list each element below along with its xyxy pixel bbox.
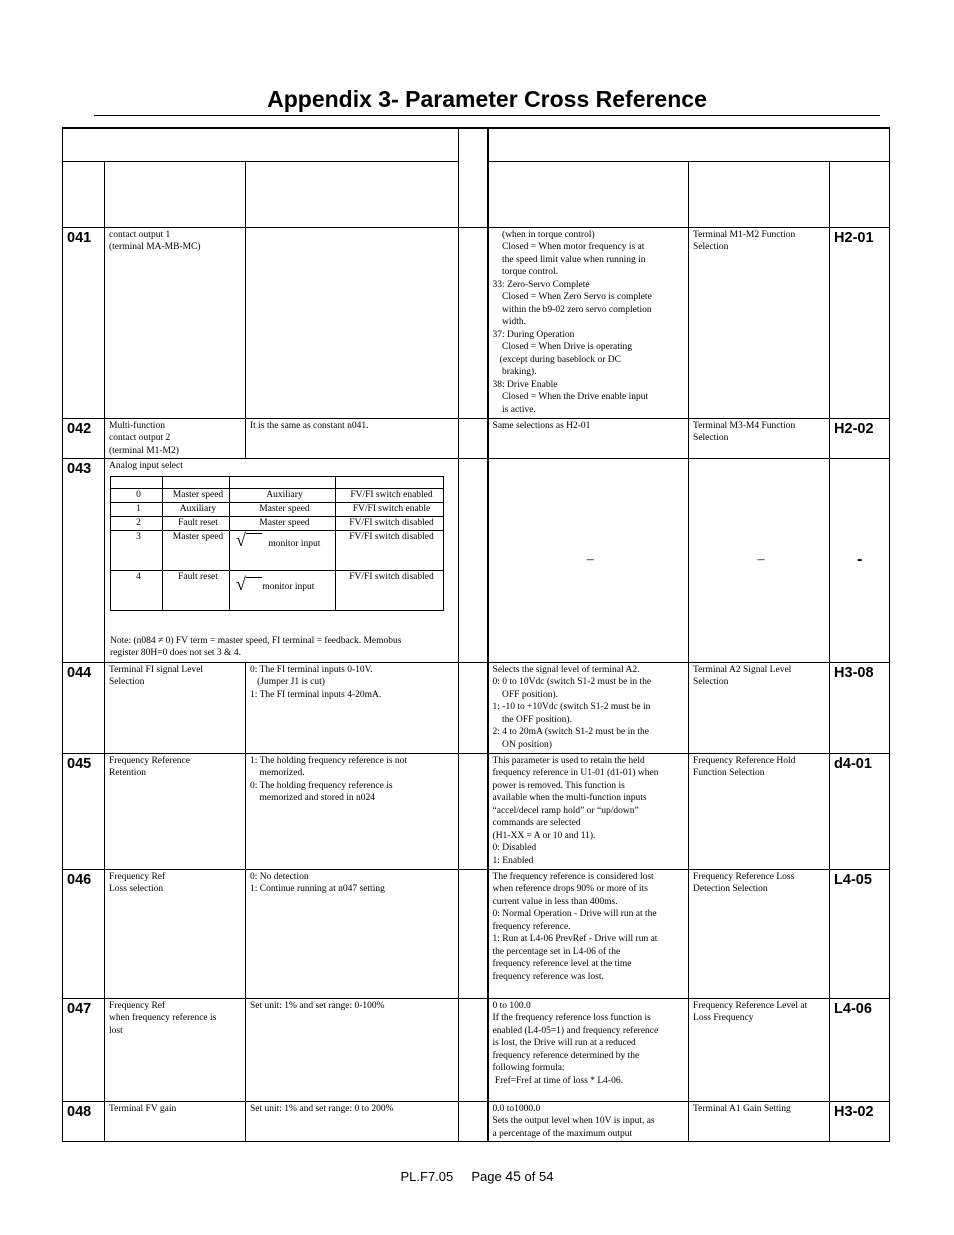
analog-cell: Master speed	[230, 516, 336, 530]
analog-cell: FV/FI switch disabled	[336, 530, 444, 570]
text-line: Closed = When motor frequency is at	[492, 242, 645, 252]
text-line: Detection Selection	[693, 884, 768, 894]
column-divider	[459, 753, 488, 869]
new-name	[689, 662, 830, 753]
text-line: 37: During Operation	[492, 329, 575, 340]
text-line: Terminal A1 Gain Setting	[693, 1103, 791, 1114]
analog-cell	[230, 570, 336, 610]
text-line: Closed = When Drive is operating	[492, 342, 633, 352]
old-code: 048	[63, 1101, 105, 1141]
new-description	[488, 227, 689, 418]
column-divider	[459, 128, 488, 227]
text-line: Terminal FI signal Level	[109, 664, 204, 675]
analog-row	[111, 502, 444, 516]
text-line: 0 to 100.0	[492, 1000, 531, 1011]
header-new-name	[689, 161, 830, 227]
old-name	[105, 1101, 246, 1141]
analog-cell: 0	[111, 488, 163, 502]
text-line: Selection	[693, 242, 729, 252]
text-line: 0: Disabled	[492, 843, 537, 853]
table-row	[63, 753, 890, 869]
new-description	[488, 998, 689, 1101]
analog-note	[110, 635, 450, 660]
old-code: 041	[63, 227, 105, 418]
old-code: 044	[63, 662, 105, 753]
text-line: register 80H=0 does not set 3 & 4.	[110, 648, 241, 658]
text-line: “accel/decel ramp hold” or “up/down”	[492, 805, 639, 816]
column-divider	[459, 869, 488, 998]
text-line: Frequency Reference Hold	[693, 755, 796, 766]
new-description	[488, 1101, 689, 1141]
text-line: Frequency Ref	[109, 1000, 166, 1011]
analog-cell: 4	[111, 570, 163, 610]
analog-header-cell	[230, 476, 336, 488]
text-line: when reference drops 90% or more of its	[492, 884, 648, 894]
text-line: It is the same as constant n041.	[250, 420, 369, 431]
column-divider	[459, 227, 488, 418]
cross-reference-table	[62, 127, 890, 1142]
text-line: 1: The FI terminal inputs 4-20mA.	[250, 689, 382, 700]
column-divider	[459, 458, 488, 662]
old-name	[105, 998, 246, 1101]
text-line: Terminal M1-M2 Function	[693, 229, 796, 240]
analog-cell	[230, 530, 336, 570]
text-line: 0: The holding frequency reference is	[250, 780, 393, 791]
old-code: 047	[63, 998, 105, 1101]
text-line: 1: -10 to +10Vdc (switch S1-2 must be in	[492, 702, 651, 712]
text-line: Sets the output level when 10V is input, as	[492, 1116, 655, 1126]
text-line: (when in torque control)	[492, 229, 595, 240]
new-description: –	[488, 458, 689, 662]
analog-cell: FV/FI switch disabled	[336, 570, 444, 610]
new-code: -	[830, 458, 890, 662]
text-line: Frequency Ref	[109, 871, 166, 882]
text-line: lost	[109, 1025, 123, 1036]
new-code: H2-02	[830, 418, 890, 458]
old-description	[246, 418, 459, 458]
text-line: (terminal MA-MB-MC)	[109, 242, 201, 252]
text-line: memorized and stored in n024	[250, 793, 376, 803]
text-line: frequency reference determined by the	[492, 1050, 640, 1061]
text-line: 38: Drive Enable	[492, 379, 558, 390]
old-name	[105, 227, 246, 418]
old-name: Analog input select	[109, 460, 183, 471]
text-line: Closed = When Zero Servo is complete	[492, 292, 652, 302]
text-line: 0: 0 to 10Vdc (switch S1-2 must be in the	[492, 677, 652, 687]
analog-cell: FV/FI switch enable	[336, 502, 444, 516]
old-code: 046	[63, 869, 105, 998]
column-divider	[459, 662, 488, 753]
new-description	[488, 869, 689, 998]
analog-cell: Master speed	[163, 530, 230, 570]
old-description	[246, 753, 459, 869]
old-name	[105, 869, 246, 998]
text-line: (Jumper J1 is cut)	[250, 677, 325, 687]
text-line: 33: Zero-Servo Complete	[492, 279, 590, 290]
new-description	[488, 662, 689, 753]
text-line: is active.	[492, 404, 536, 415]
analog-header-cell	[163, 476, 230, 488]
text-line: frequency reference level at the time	[492, 959, 632, 969]
old-name	[105, 418, 246, 458]
text-line: Terminal A2 Signal Level	[693, 664, 792, 675]
old-description	[246, 227, 459, 418]
new-code: H3-08	[830, 662, 890, 753]
text-line: torque control.	[492, 267, 558, 277]
header-new-code	[830, 161, 890, 227]
header-new-desc	[488, 161, 689, 227]
text-line: when frequency reference is	[109, 1013, 217, 1023]
new-name: –	[689, 458, 830, 662]
old-drive-banner	[63, 128, 459, 161]
text-line: ON position)	[492, 739, 552, 750]
footer-page-prefix: Page	[471, 1169, 502, 1184]
analog-row	[111, 516, 444, 530]
analog-cell: FV/FI switch enabled	[336, 488, 444, 502]
text-line: Fref=Fref at time of loss * L4-06.	[492, 1075, 623, 1086]
table-row	[63, 418, 890, 458]
text-line: (H1-XX = A or 10 and 11).	[492, 830, 596, 841]
text-line: Frequency Reference	[109, 755, 190, 766]
analog-cell: Master speed	[230, 502, 336, 516]
old-description	[246, 998, 459, 1101]
analog-header-cell	[336, 476, 444, 488]
footer-doc-id: PL.F7.05	[400, 1169, 454, 1184]
analog-header-row	[111, 476, 444, 488]
text-line: 0: The FI terminal inputs 0-10V.	[250, 664, 373, 675]
text-line: within the b9-02 zero servo completion	[492, 304, 652, 315]
text-line: Selects the signal level of terminal A2.	[492, 664, 640, 675]
text-line: 0: No detection	[250, 871, 309, 882]
analog-cell: 2	[111, 516, 163, 530]
title-rule	[94, 115, 880, 116]
text-line: Selection	[693, 433, 729, 443]
analog-cell: FV/FI switch disabled	[336, 516, 444, 530]
text-line: the percentage set in L4-06 of the	[492, 946, 621, 957]
old-description	[246, 1101, 459, 1141]
new-code: d4-01	[830, 753, 890, 869]
old-code: 045	[63, 753, 105, 869]
analog-input-table	[110, 476, 444, 611]
text-line: Loss selection	[109, 884, 164, 894]
text-line: 0.0 to1000.0	[492, 1103, 541, 1114]
new-code: L4-05	[830, 869, 890, 998]
new-description	[488, 418, 689, 458]
text-line: If the frequency reference loss function is	[492, 1013, 651, 1023]
text-line: Same selections as H2-01	[492, 420, 591, 431]
page-title: Appendix 3- Parameter Cross Reference	[267, 86, 707, 112]
text-line: commands are selected	[492, 818, 581, 828]
old-code: 043	[63, 458, 105, 662]
table-row	[63, 1101, 890, 1141]
text-line: frequency reference in U1-01 (d1-01) when	[492, 768, 659, 778]
text-line: frequency reference was lost.	[492, 971, 604, 982]
text-line: a percentage of the maximum output	[492, 1128, 633, 1139]
new-name	[689, 227, 830, 418]
text-line: width.	[492, 317, 527, 327]
new-name	[689, 753, 830, 869]
text-line: is lost, the Drive will run at a reduced	[492, 1038, 636, 1048]
text-line: available when the multi-function inputs	[492, 793, 647, 803]
analog-cell: Fault reset	[163, 516, 230, 530]
text-line: 0: Normal Operation - Drive will run at the	[492, 909, 657, 919]
new-code: H2-01	[830, 227, 890, 418]
text-line: This parameter is used to retain the held	[492, 755, 645, 766]
text-line: Retention	[109, 768, 146, 778]
header-old-desc	[246, 161, 459, 227]
page-footer	[0, 1168, 954, 1185]
table-row	[63, 662, 890, 753]
square-root-icon	[234, 575, 260, 593]
column-divider	[459, 1101, 488, 1141]
analog-row	[111, 570, 444, 610]
text-line: 1: Run at L4-06 PrevRef - Drive will run at	[492, 934, 658, 944]
text-line: braking).	[492, 367, 537, 377]
old-description	[246, 869, 459, 998]
text-line: enabled (L4-05=1) and frequency reference	[492, 1025, 659, 1036]
analog-header-cell	[111, 476, 163, 488]
text-line: OFF position).	[492, 689, 558, 700]
text-line: 2: 4 to 20mA (switch S1-2 must be in the	[492, 727, 650, 737]
new-code: H3-02	[830, 1101, 890, 1141]
old-name	[105, 753, 246, 869]
text-line: The frequency reference is considered lost	[492, 871, 654, 882]
analog-cell: 1	[111, 502, 163, 516]
analog-cell: Fault reset	[163, 570, 230, 610]
square-root-icon	[234, 531, 260, 549]
new-drive-banner	[488, 128, 890, 161]
text-line: 1: The holding frequency reference is not	[250, 755, 408, 766]
text-line: Frequency Reference Level at	[693, 1000, 808, 1011]
analog-input-cell	[105, 458, 459, 662]
table-row	[63, 869, 890, 998]
table-row	[63, 458, 890, 662]
text-line: Selection	[693, 677, 729, 687]
text-line: Function Selection	[693, 768, 765, 778]
text-line: Selection	[109, 677, 145, 687]
analog-cell-text: monitor input	[268, 538, 321, 549]
footer-page-number: 45	[505, 1168, 521, 1184]
analog-cell: 3	[111, 530, 163, 570]
header-old-code	[63, 161, 105, 227]
text-line: following formula:	[492, 1063, 565, 1073]
column-divider	[459, 418, 488, 458]
text-line: 1: Enabled	[492, 855, 534, 866]
analog-cell: Master speed	[163, 488, 230, 502]
text-line: contact output 2	[109, 433, 171, 443]
footer-page-suffix: of 54	[524, 1169, 554, 1184]
column-divider	[459, 998, 488, 1101]
text-line: Set unit: 1% and set range: 0 to 200%	[250, 1103, 394, 1114]
new-name	[689, 998, 830, 1101]
text-line: Note: (n084 ≠ 0) FV term = master speed, FI terminal = feedback. Memobus	[110, 635, 402, 646]
old-name	[105, 662, 246, 753]
old-code: 042	[63, 418, 105, 458]
text-line: power is removed. This function is	[492, 780, 625, 791]
text-line: Set unit: 1% and set range: 0-100%	[250, 1000, 385, 1011]
text-line: Closed = When the Drive enable input	[492, 392, 649, 402]
new-name	[689, 869, 830, 998]
analog-row	[111, 530, 444, 570]
text-line: (terminal M1-M2)	[109, 445, 179, 456]
new-name	[689, 1101, 830, 1141]
table-row	[63, 227, 890, 418]
text-line: current value in less than 400ms.	[492, 896, 618, 907]
table-banner-row	[63, 128, 890, 161]
text-line: (except during baseblock or DC	[492, 354, 622, 365]
analog-cell: Auxiliary	[230, 488, 336, 502]
text-line: 1: Continue running at n047 setting	[250, 884, 385, 894]
text-line: Loss Frequency	[693, 1013, 754, 1023]
text-line: Frequency Reference Loss	[693, 871, 795, 882]
text-line: memorized.	[250, 768, 305, 778]
header-old-name	[105, 161, 246, 227]
new-code: L4-06	[830, 998, 890, 1101]
text-line: contact output 1	[109, 229, 171, 240]
text-line: Terminal M3-M4 Function	[693, 420, 796, 431]
text-line: Multi-function	[109, 420, 165, 431]
analog-cell: Auxiliary	[163, 502, 230, 516]
new-description	[488, 753, 689, 869]
text-line: the OFF position).	[492, 714, 572, 725]
text-line: Terminal FV gain	[109, 1103, 177, 1114]
text-line: the speed limit value when running in	[492, 254, 646, 265]
table-row	[63, 998, 890, 1101]
new-name	[689, 418, 830, 458]
text-line: frequency reference.	[492, 921, 571, 932]
analog-cell-text: monitor input	[262, 581, 315, 592]
analog-row	[111, 488, 444, 502]
old-description	[246, 662, 459, 753]
